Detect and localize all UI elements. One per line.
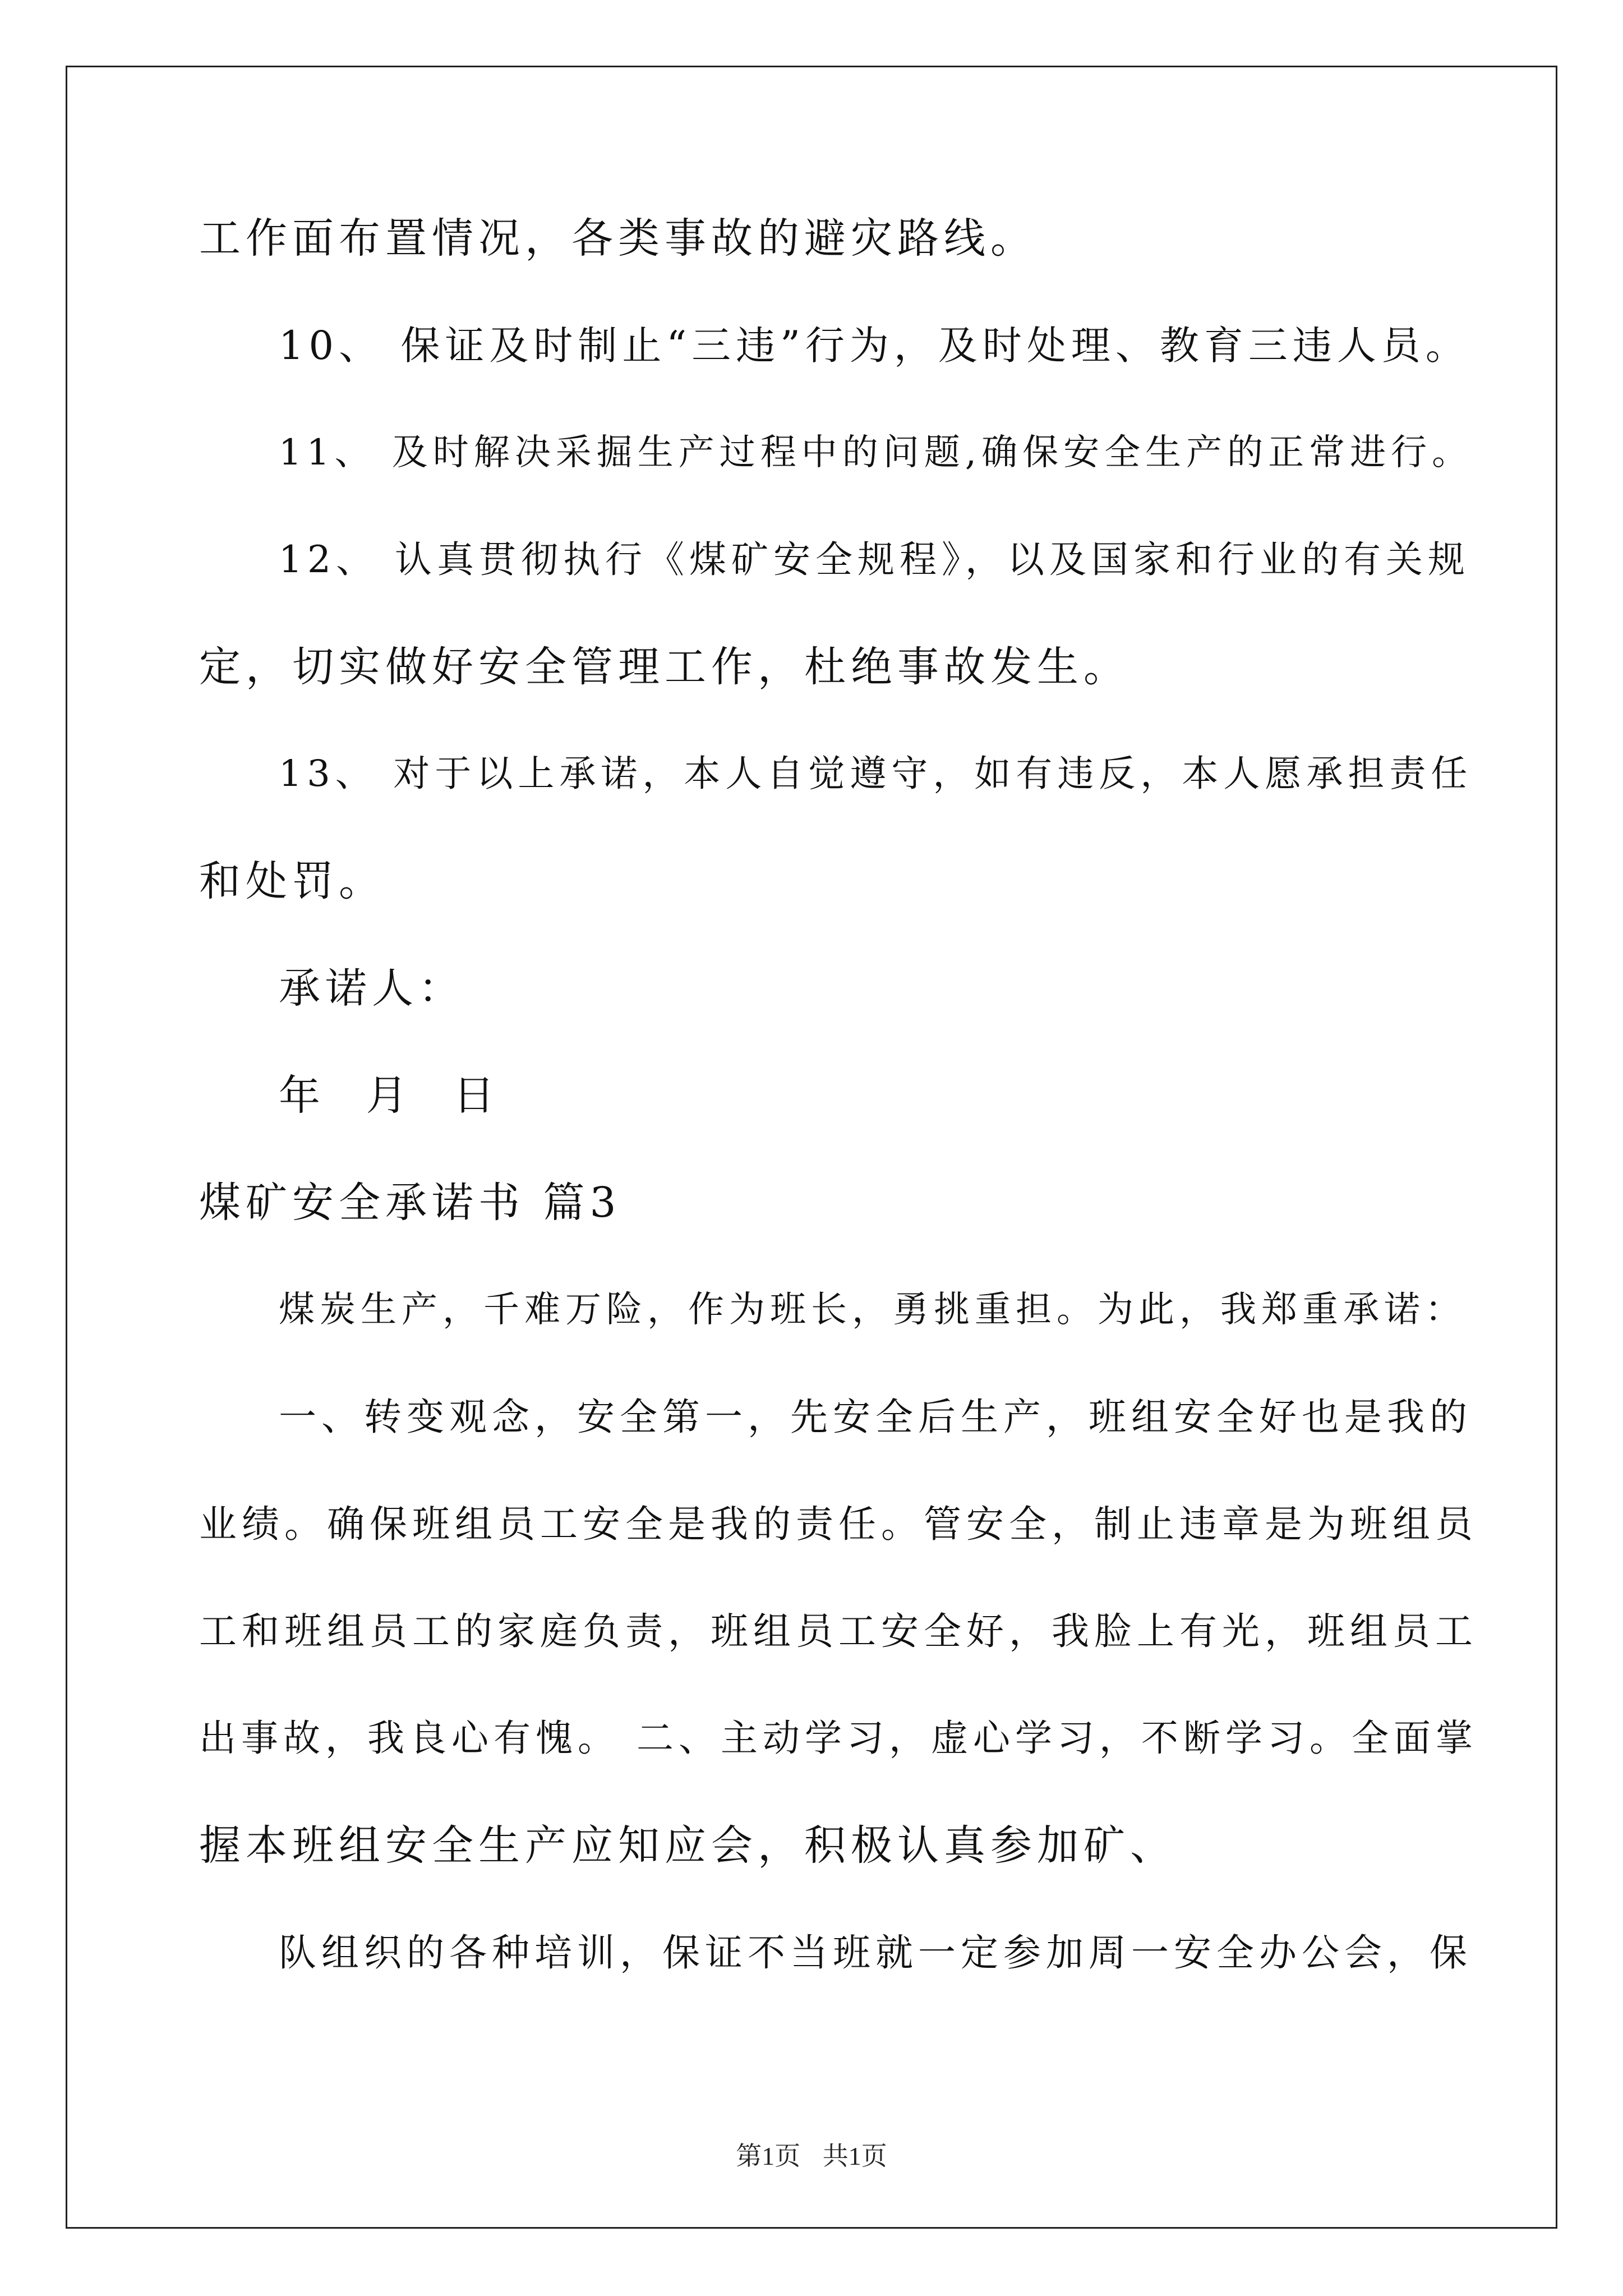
text-line: 11、 及时解决采掘生产过程中的问题,确保安全生产的正常进行。: [279, 432, 1473, 473]
text-line: 煤炭生产，千难万险，作为班长，勇挑重担。为此，我郑重承诺：: [279, 1289, 1466, 1331]
page-border: [66, 66, 1557, 2229]
text-line: 握本班组安全生产应知应会，积极认真参加矿、: [199, 1821, 1177, 1870]
text-line: 出事故，我良心有愧。 二、主动学习，虚心学习，不断学习。全面掌: [199, 1717, 1478, 1760]
page-footer: [0, 2139, 1623, 2173]
text-line: 12、 认真贯彻执行《煤矿安全规程》，以及国家和行业的有关规: [279, 538, 1470, 581]
text-line: 工和班组员工的家庭负责，班组员工安全好，我脸上有光，班组员工: [199, 1609, 1478, 1653]
text-line: 年 月 日: [279, 1071, 500, 1120]
page-total: 共1页: [822, 2142, 887, 2170]
text-line: 业绩。确保班组员工安全是我的责任。管安全，制止违章是为班组员: [199, 1502, 1478, 1546]
text-line: 10、 保证及时制止“三违”行为，及时处理、教育三违人员。: [279, 323, 1470, 369]
text-line: 一、转变观念，安全第一，先安全后生产，班组安全好也是我的: [279, 1395, 1472, 1439]
text-line: 13、 对于以上承诺，本人自觉遵守，如有违反，本人愿承担责任: [279, 753, 1473, 795]
section-heading: 煤矿安全承诺书 篇3: [199, 1179, 621, 1227]
text-line: 队组织的各种培训，保证不当班就一定参加周一安全办公会，保: [279, 1931, 1472, 1975]
text-line: 工作面布置情况，各类事故的避灾路线。: [199, 214, 1037, 263]
page-number: 第1页: [736, 2142, 801, 2170]
text-line: 承诺人：: [279, 964, 465, 1013]
text-line: 定，切实做好安全管理工作，杜绝事故发生。: [199, 643, 1130, 691]
text-line: 和处罚。: [199, 857, 385, 905]
